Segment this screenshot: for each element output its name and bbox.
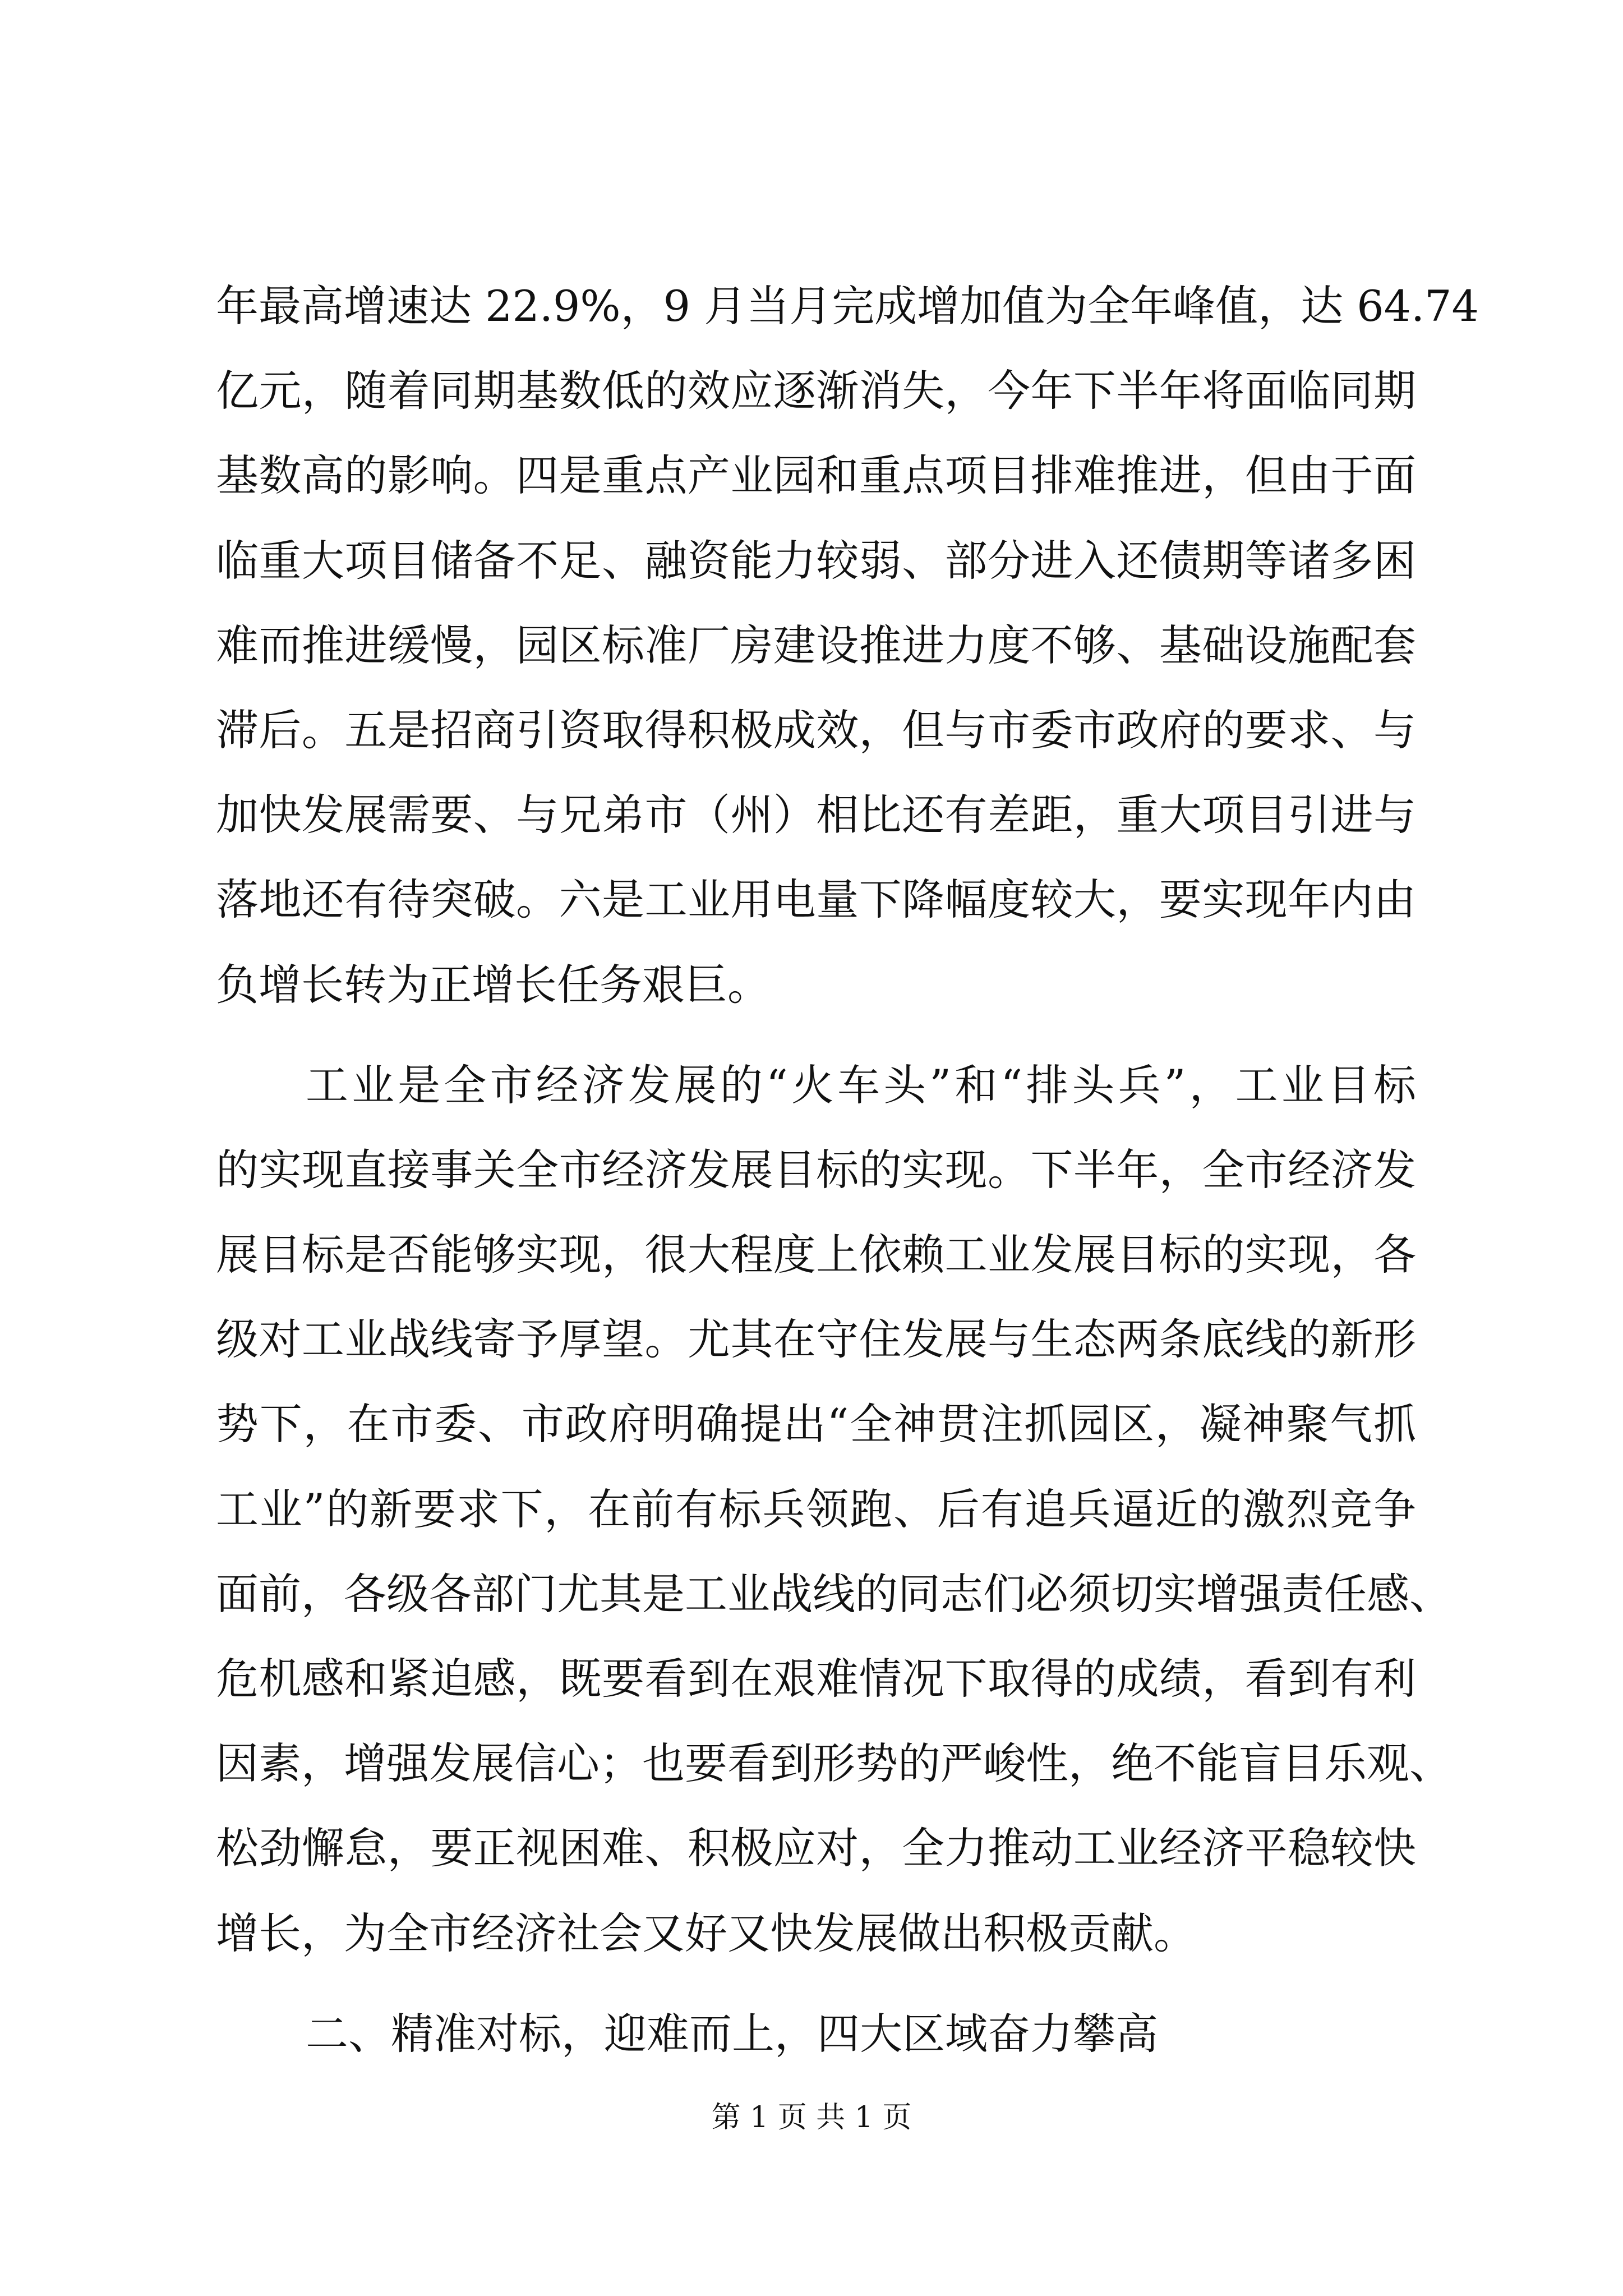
text-line: 临重大项目储备不足、融资能力较弱、部分进入还债期等诸多困	[216, 535, 1416, 586]
text-line: 难而推进缓慢，园区标准厂房建设推进力度不够、基础设施配套	[216, 620, 1416, 670]
page-footer: 第 1 页 共 1 页	[711, 2101, 912, 2134]
text-line: 展目标是否能够实现，很大程度上依赖工业发展目标的实现，各	[216, 1230, 1416, 1280]
text-line: 级对工业战线寄予厚望。尤其在守住发展与生态两条底线的新形	[216, 1314, 1416, 1365]
text-line: 工业”的新要求下，在前有标兵领跑、后有追兵逼近的激烈竞争	[216, 1484, 1416, 1534]
text-line: 的实现直接事关全市经济发展目标的实现。下半年，全市经济发	[216, 1144, 1416, 1195]
text-line: 滞后。五是招商引资取得积极成效，但与市委市政府的要求、与	[216, 705, 1416, 755]
text-line: 负增长转为正增长任务艰巨。	[216, 959, 770, 1010]
paragraph-1	[216, 264, 1479, 1027]
text-line: 年最高增速达 22.9%，9 月当月完成增加值为全年峰值，达 64.74	[216, 281, 1479, 331]
text-line: 危机感和紧迫感，既要看到在艰难情况下取得的成绩，看到有利	[216, 1654, 1416, 1704]
text-line: 加快发展需要、与兄弟市（州）相比还有差距，重大项目引进与	[216, 790, 1416, 840]
document-body	[216, 264, 1479, 2076]
text-line: 面前，各级各部门尤其是工业战线的同志们必须切实增强责任感、	[216, 1568, 1452, 1619]
section-heading: 二、精准对标，迎难而上，四大区域奋力攀高	[306, 2008, 1158, 2059]
text-line: 松劲懈怠，要正视困难、积极应对，全力推动工业经济平稳较快	[216, 1823, 1416, 1874]
text-line: 因素，增强发展信心；也要看到形势的严峻性，绝不能盲目乐观、	[216, 1738, 1452, 1789]
text-line: 工业是全市经济发展的“火车头”和“排头兵”，工业目标	[306, 1060, 1416, 1110]
text-line: 落地还有待突破。六是工业用电量下降幅度较大，要实现年内由	[216, 875, 1416, 925]
text-line: 增长，为全市经济社会又好又快发展做出积极贡献。	[216, 1908, 1196, 1958]
text-line: 基数高的影响。四是重点产业园和重点项目排难推进，但由于面	[216, 450, 1416, 501]
text-line: 势下，在市委、市政府明确提出“全神贯注抓园区，凝神聚气抓	[216, 1399, 1416, 1450]
text-line: 亿元，随着同期基数低的效应逐渐消失，今年下半年将面临同期	[216, 366, 1416, 416]
paragraph-2	[216, 1043, 1452, 1976]
